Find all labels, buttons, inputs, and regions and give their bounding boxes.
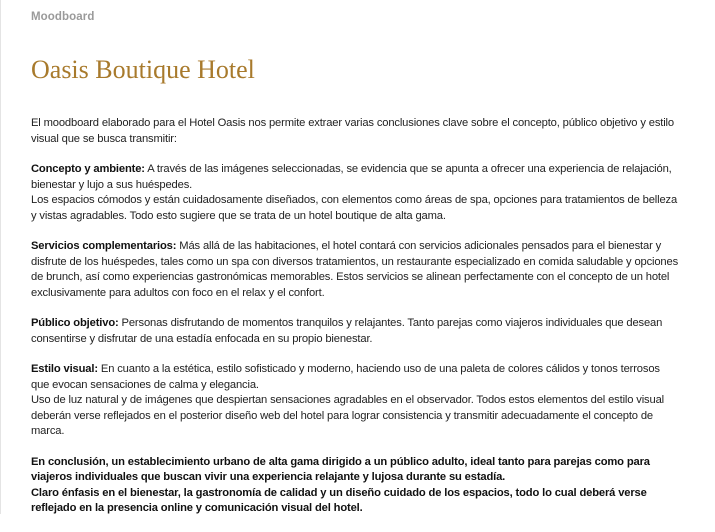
section-heading: Servicios complementarios: [31, 240, 177, 252]
conclusion-text: Claro énfasis en el bienestar, la gastronomía de calidad y un diseño cuidado de los espacios, todo lo cual deberá verse reflejado en la presencia online y comunicación visual del hotel. [31, 486, 647, 514]
section-heading: Concepto y ambiente: [31, 163, 145, 175]
section-publico [31, 316, 681, 347]
page-title: Oasis Boutique Hotel [31, 55, 255, 84]
section-text: A través de las imágenes seleccionadas, se evidencia que se apunta a ofrecer una experiencia de relajación, bienestar y lujo a sus huéspedes. [31, 163, 672, 191]
section-concepto [31, 162, 681, 224]
conclusion-text: En conclusión, un establecimiento urbano de alta gama dirigido a un público adulto, ideal tanto para parejas como para viajeros individuales que buscan vivir una experiencia relajante y lujosa durante su estadía. [31, 455, 650, 483]
section-text: En cuanto a la estética, estilo sofisticado y moderno, haciendo uso de una paleta de colores cálidos y tonos terrosos que evocan sensaciones de calma y elegancia. [31, 363, 660, 391]
section-text: Más allá de las habitaciones, el hotel contará con servicios adicionales pensados para el bienestar y disfrute de los huéspedes, tales como un spa con diversos tratamientos, un restaurante especializado en comida saludable y opciones de brunch, así como experiencias gastronómicas memorables. Estos servicios se alinean perfectamente con el concepto de un hotel exclusivamente para adultos con foco en el relax y el confort. [31, 240, 679, 299]
conclusion-paragraph [31, 455, 681, 517]
intro-paragraph: El moodboard elaborado para el Hotel Oasis nos permite extraer varias conclusiones clave sobre el concepto, público objetivo y estilo visual que se busca transmitir: [31, 117, 674, 145]
section-heading: Estilo visual: [31, 363, 98, 375]
section-servicios [31, 239, 681, 301]
section-text: Los espacios cómodos y están cuidadosamente diseñados, con elementos como áreas de spa, opciones para tratamientos de belleza y vistas agradables. Todo esto sugiere que se trata de un hotel boutique de alta gama. [31, 194, 678, 222]
section-label: Moodboard [31, 11, 95, 23]
section-heading: Público objetivo: [31, 317, 119, 329]
section-text: Uso de luz natural y de imágenes que despiertan sensaciones agradables en el observador. Todos estos elementos del estilo visual deberán verse reflejados en el posterior diseño web del hotel para lograr consistencia y transmitir adecuadamente el concepto de marca. [31, 394, 664, 437]
section-text: Personas disfrutando de momentos tranquilos y relajantes. Tanto parejas como viajeros individuales que desean consentirse y disfrutar de una estadía enfocada en su propio bienestar. [31, 317, 663, 345]
section-estilo [31, 362, 681, 440]
moodboard-summary [31, 116, 681, 532]
